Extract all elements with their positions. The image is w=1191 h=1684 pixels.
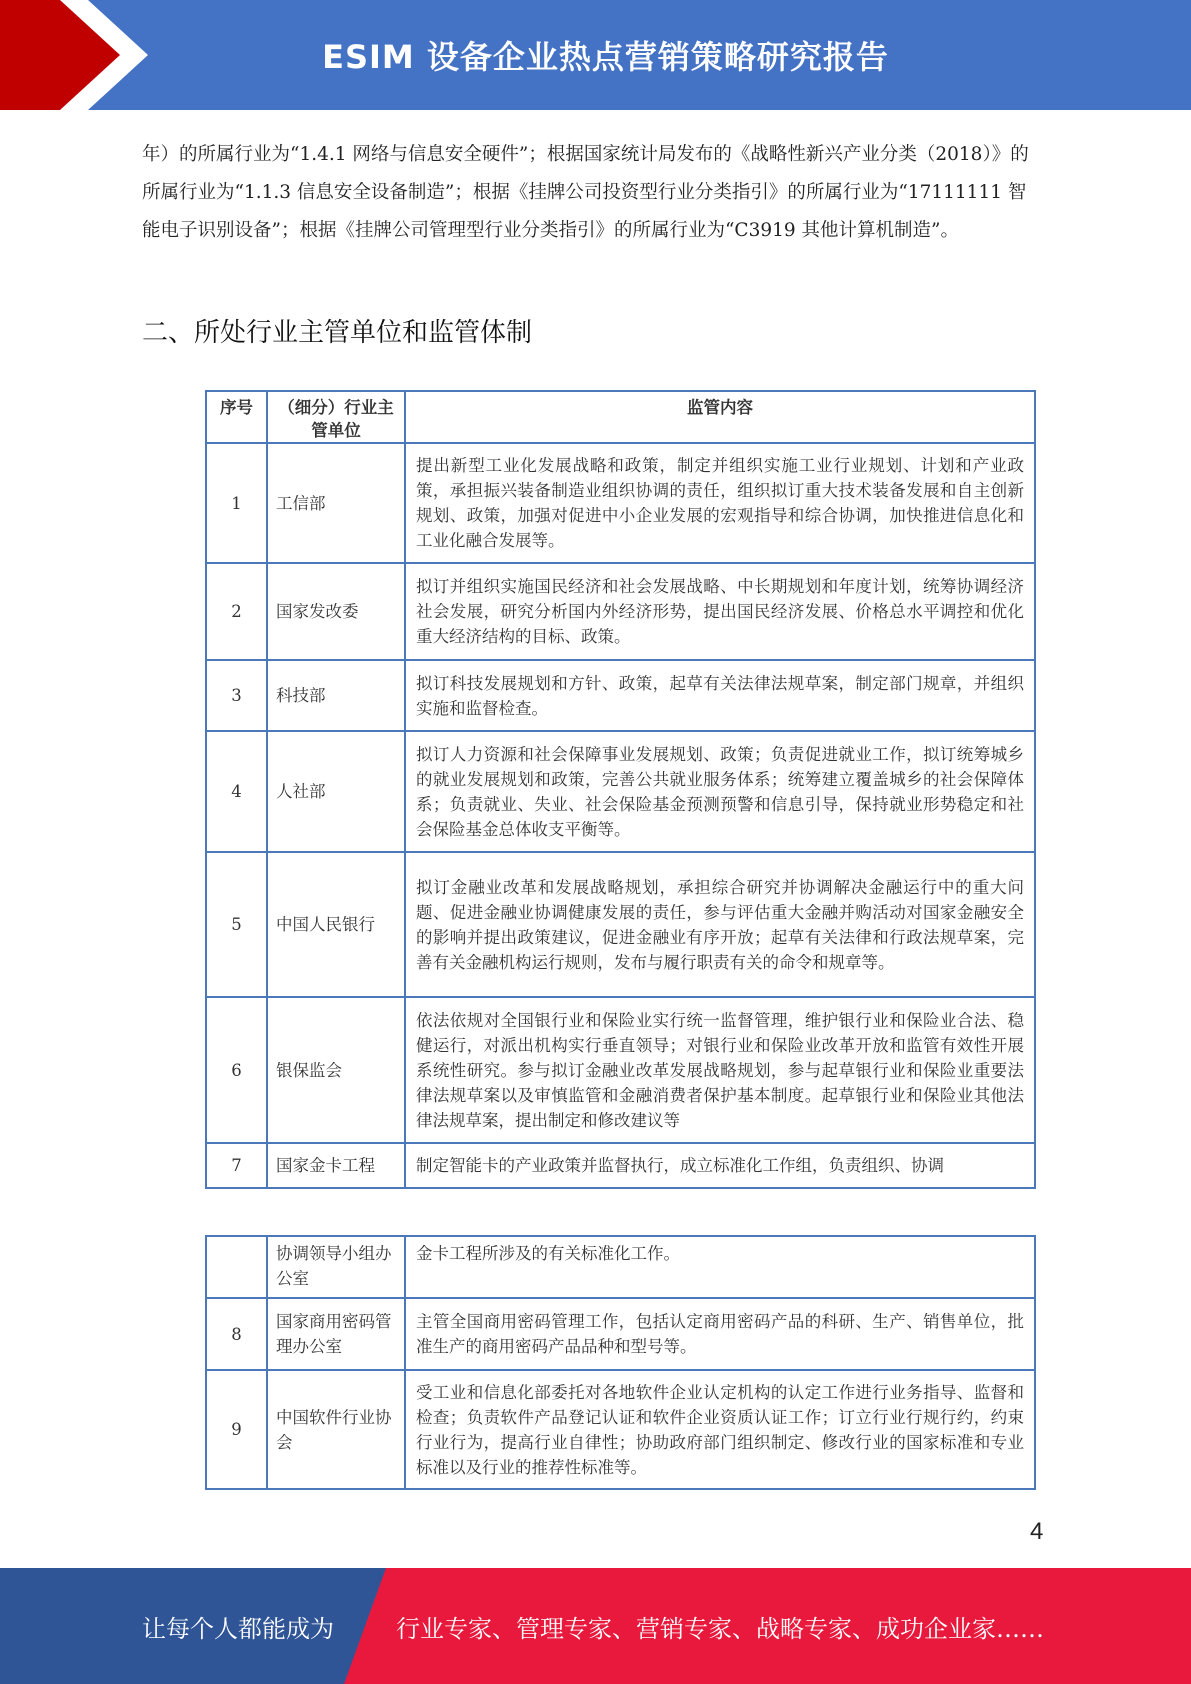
table-row: [206, 852, 1035, 997]
table-row: [206, 1370, 1035, 1489]
row-unit: 科技部: [267, 660, 405, 731]
row-num: 2: [206, 563, 267, 660]
row-content: 拟订金融业改革和发展战略规划，承担综合研究并协调解决金融运行中的重大问题、促进金融业协调健康发展的责任，参与评估重大金融并购活动对国家金融安全的影响并提出政策建议，促进金融业有序开放；起草有关法律和行政法规草案，完善有关金融机构运行规则，发布与履行职责有关的命令和规章等。: [405, 852, 1035, 997]
row-unit: 工信部: [267, 443, 405, 563]
table-row: [206, 1143, 1035, 1188]
table-row: [206, 997, 1035, 1143]
row-num: 3: [206, 660, 267, 731]
header-content: 监管内容: [405, 391, 1035, 443]
table-row: [206, 1298, 1035, 1370]
row-content: 提出新型工业化发展战略和政策，制定并组织实施工业行业规划、计划和产业政策，承担振兴装备制造业组织协调的责任，组织拟订重大技术装备发展和自主创新规划、政策，加强对促进中小企业发展的宏观指导和综合协调，加快推进信息化和工业化融合发展等。: [405, 443, 1035, 563]
row-content: 拟订人力资源和社会保障事业发展规划、政策；负责促进就业工作，拟订统筹城乡的就业发展规划和政策，完善公共就业服务体系；统筹建立覆盖城乡的社会保障体系；负责就业、失业、社会保险基金预测预警和信息引导，保持就业形势稳定和社会保险基金总体收支平衡等。: [405, 731, 1035, 852]
row-unit: 国家金卡工程: [267, 1143, 405, 1188]
row-content: 依法依规对全国银行业和保险业实行统一监督管理，维护银行业和保险业合法、稳健运行，对派出机构实行垂直领导；对银行业和保险业改革开放和监管有效性开展系统性研究。参与拟订金融业改革发展战略规划，参与起草银行业和保险业重要法律法规草案以及审慎监管和金融消费者保护基本制度。起草银行业和保险业其他法律法规草案，提出制定和修改建议等: [405, 997, 1035, 1143]
row-num: 6: [206, 997, 267, 1143]
row-unit: 中国软件行业协会: [267, 1370, 405, 1489]
row-unit: 银保监会: [267, 997, 405, 1143]
table-row: [206, 443, 1035, 563]
intro-paragraph: 年）的所属行业为“1.4.1 网络与信息安全硬件”；根据国家统计局发布的《战略性新兴产业分类（2018）》的所属行业为“1.1.3 信息安全设备制造”；根据《挂牌公司投资型行业分类指引》的所属行业为“17111111 智能电子识别设备”；根据《挂牌公司管理型行业分类指引》的所属行业为“C3919 其他计算机制造”。: [142, 144, 1029, 241]
row-content: 拟订科技发展规划和方针、政策，起草有关法律法规草案，制定部门规章，并组织实施和监督检查。: [405, 660, 1035, 731]
row-num: 5: [206, 852, 267, 997]
section-heading: 二、所处行业主管单位和监管体制: [142, 318, 533, 348]
row-num: 4: [206, 731, 267, 852]
report-title: ESIM 设备企业热点营销策略研究报告: [322, 38, 889, 76]
footer-slogan-right: 行业专家、管理专家、营销专家、战略专家、成功企业家……: [396, 1614, 1044, 1643]
row-num: 7: [206, 1143, 267, 1188]
row-unit: 人社部: [267, 731, 405, 852]
row-content: 拟订并组织实施国民经济和社会发展战略、中长期规划和年度计划，统筹协调经济社会发展，研究分析国内外经济形势，提出国民经济发展、价格总水平调控和优化重大经济结构的目标、政策。: [405, 563, 1035, 660]
regulator-table-part1: [205, 390, 1036, 1189]
row-content: 受工业和信息化部委托对各地软件企业认定机构的认定工作进行业务指导、监督和检查；负责软件产品登记认证和软件企业资质认证工作；订立行业行规行约，约束行业行为，提高行业自律性；协助政府部门组织制定、修改行业的国家标准和专业标准以及行业的推荐性标准等。: [405, 1370, 1035, 1489]
row-content: 金卡工程所涉及的有关标准化工作。: [405, 1236, 1035, 1298]
table-row: [206, 563, 1035, 660]
row-unit: 协调领导小组办公室: [267, 1236, 405, 1298]
page-footer: [0, 1568, 1191, 1684]
footer-slogan-left: 让每个人都能成为: [142, 1614, 334, 1643]
row-unit: 国家商用密码管理办公室: [267, 1298, 405, 1370]
row-content: 制定智能卡的产业政策并监督执行，成立标准化工作组，负责组织、协调: [405, 1143, 1035, 1188]
table-row: [206, 731, 1035, 852]
row-content: 主管全国商用密码管理工作，包括认定商用密码产品的科研、生产、销售单位，批准生产的商用密码产品品种和型号等。: [405, 1298, 1035, 1370]
header-num: 序号: [206, 391, 267, 443]
row-num: [206, 1236, 267, 1298]
header-unit: （细分）行业主管单位: [267, 391, 405, 443]
regulator-table-part2: [205, 1235, 1036, 1490]
table-row: [206, 660, 1035, 731]
row-num: 1: [206, 443, 267, 563]
row-unit: 中国人民银行: [267, 852, 405, 997]
row-unit: 国家发改委: [267, 563, 405, 660]
page-header: [0, 0, 1191, 110]
table-header-row: [206, 391, 1035, 443]
table-row: [206, 1236, 1035, 1298]
row-num: 9: [206, 1370, 267, 1489]
row-num: 8: [206, 1298, 267, 1370]
page-number: 4: [1030, 1518, 1044, 1545]
